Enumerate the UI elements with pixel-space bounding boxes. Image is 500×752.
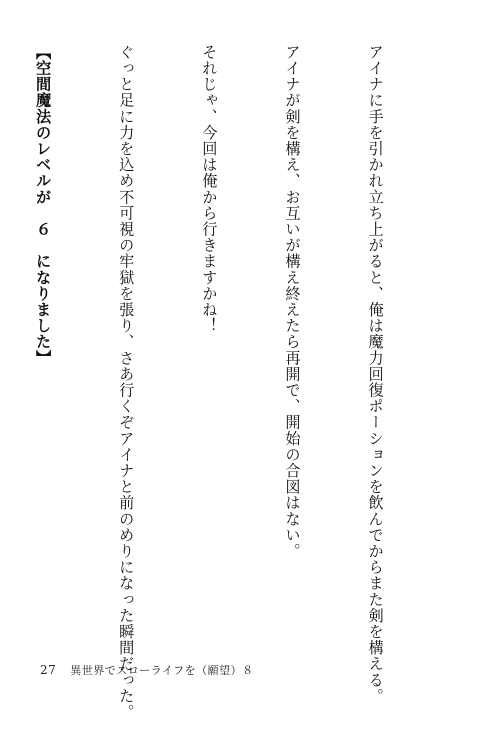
text-line: それじゃ、今回は俺から行きますかね！ [200, 44, 219, 334]
system-message-line: 【空間魔法のレベルが ６ になりました】 [34, 44, 53, 366]
page-footer [40, 662, 254, 678]
book-title: 異世界でスローライフを（願望）８ [70, 664, 254, 677]
page-number: 27 [40, 663, 57, 677]
text-line: ぐっと足に力を込め不可視の牢獄を張り、さあ行くぞアイナと前のめりになった瞬間だった。 [117, 44, 136, 721]
text-line: アイナに手を引かれ立ち上がると、俺は魔力回復ポーションを飲んでからまた剣を構える。 [366, 44, 385, 705]
text-line: アイナが剣を構え、お互いが構え終えたら再開で、開始の合図はない。 [283, 44, 302, 560]
